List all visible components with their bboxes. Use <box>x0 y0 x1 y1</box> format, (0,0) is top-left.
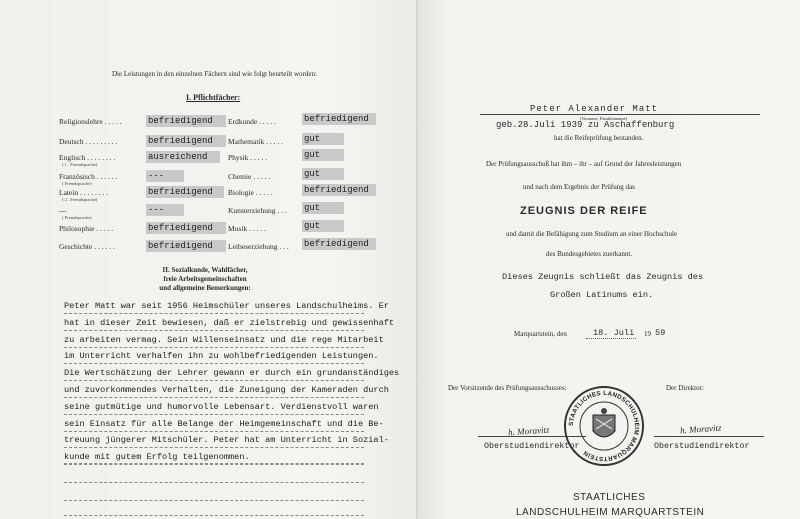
latinum-line2: Großen Latinums ein. <box>550 290 654 300</box>
subject-label: Leibeserziehung . . . <box>228 242 289 251</box>
subject-label: Musik . . . . . <box>228 224 266 233</box>
subject-label: Geschichte . . . . . . <box>59 242 115 251</box>
remark-underline <box>64 464 364 465</box>
section2-line1: II. Sozialkunde, Wahlfächer, <box>162 266 248 274</box>
remark-underline <box>64 414 364 415</box>
subject-grade: befriedigend <box>146 222 226 234</box>
subject-grade: gut <box>302 133 344 145</box>
qualification-line2: des Bundesgebietes zuerkannt. <box>546 250 633 258</box>
director-title: Oberstudiendirektor <box>654 441 750 451</box>
subject-note: ( 2 . Fremdsprache) <box>62 197 98 202</box>
subject-label: Religionslehre . . . . . <box>59 117 122 126</box>
year-prefix: 19 <box>644 330 651 338</box>
blank-line <box>64 500 364 501</box>
chair-label: Der Vorsitzende des Prüfungsausschusses: <box>448 384 567 392</box>
certificate-title: ZEUGNIS DER REIFE <box>520 205 648 217</box>
remark-line: Peter Matt war seit 1956 Heimschüler unseres Landschulheims. Er <box>64 301 389 311</box>
passed-text: hat die Reifeprüfung bestanden. <box>554 134 644 142</box>
subject-grade: befriedigend <box>146 115 226 127</box>
svg-text:STAATLICHES LANDSCHULHEIM MARQ: STAATLICHES LANDSCHULHEIM MARQUARTSTEIN <box>567 389 641 463</box>
footer-line2: LANDSCHULHEIM MARQUARTSTEIN <box>516 507 705 518</box>
subject-label: Französisch . . . . . . <box>59 172 118 181</box>
subject-label: Physik . . . . . <box>228 153 268 162</box>
right-page <box>418 0 800 519</box>
subject-grade: gut <box>302 168 344 180</box>
remark-line: zu arbeiten vermag. Sein Willenseinsatz und die rege Mitarbeit <box>64 334 384 345</box>
subject-grade: gut <box>302 202 344 214</box>
subject-label: Mathematik . . . . . <box>228 137 283 146</box>
subject-note: ( Fremdsprache) <box>62 215 92 220</box>
blank-line <box>64 482 364 483</box>
subject-label: Latein . . . . . . . . <box>59 188 109 197</box>
committee-line2: und nach dem Ergebnis der Prüfung das <box>523 183 635 191</box>
remark-underline <box>64 431 364 432</box>
latinum-line1: Dieses Zeugnis schließt das Zeugnis des <box>502 272 704 282</box>
subject-grade: befriedigend <box>146 240 226 252</box>
subject-note: ( 1 . Fremdsprache) <box>62 162 98 167</box>
subject-grade: --- <box>146 204 184 216</box>
subject-label: Kunsterziehung . . . <box>228 206 287 215</box>
subject-label: Erdkunde . . . . . <box>228 117 276 126</box>
remark-line: kunde mit gutem Erfolg teilgenommen. <box>64 452 250 463</box>
subject-grade: befriedigend <box>302 238 376 250</box>
section2-line2: freie Arbeitsgemeinschaften <box>163 275 247 283</box>
subject-grade: --- <box>146 170 184 182</box>
intro-text: Die Leistungen in den einzelnen Fächern sind wie folgt beurteilt worden: <box>112 70 317 78</box>
committee-line: Der Prüfungsausschuß hat ihm – ihr – auf Grund der Jahresleistungen <box>486 160 682 168</box>
remark-underline <box>64 347 364 348</box>
name-caption: (Vorname, Familienname) <box>580 116 628 121</box>
remark-underline <box>64 397 364 398</box>
subject-label: Biologie . . . . . <box>228 188 273 197</box>
subject-grade: befriedigend <box>302 113 376 125</box>
footer-line1: STAATLICHES <box>573 492 646 503</box>
remark-line: Die Wertschätzung der Lehrer gewann er durch ein grundanständiges <box>64 368 400 379</box>
chair-title: Oberstudiendirektor <box>484 441 580 451</box>
official-seal-icon <box>563 385 645 467</box>
remark-underline <box>64 330 364 331</box>
date-day: 18. Juli <box>593 328 635 338</box>
subject-grade: ausreichend <box>146 151 220 163</box>
remark-underline <box>64 363 364 364</box>
date-dots <box>586 338 636 339</box>
remark-line: und zuvorkommendes Verhalten, die Zuneigung der Kameraden durch <box>64 385 389 395</box>
remark-line: treuung jüngerer Mitschüler. Peter hat am Unterricht in Sozial- <box>64 435 389 446</box>
subject-grade: gut <box>302 149 344 161</box>
signature-director: h. Moravitz <box>679 422 722 436</box>
place-label: Marquartstein, den <box>514 330 567 338</box>
signature-chair: h. Moravitz <box>507 424 550 438</box>
date-year: 59 <box>655 328 666 338</box>
section1-title: I. Pflichtfächer: <box>186 93 241 102</box>
remark-underline <box>64 313 364 314</box>
blank-line <box>64 463 364 464</box>
remark-underline <box>64 380 364 381</box>
section2-title <box>100 266 310 293</box>
remark-line: seine gutmütige und humorvolle Lebensart. Verdienstvoll waren <box>64 401 379 412</box>
blank-line <box>64 515 364 516</box>
subject-note: ( Fremdsprache) <box>62 181 92 186</box>
director-label: Der Direktor: <box>666 384 704 392</box>
signature-line-director <box>654 436 764 437</box>
remark-line: sein Einsatz für alle Belange der Heimgemeinschaft und die Be- <box>64 418 384 429</box>
subject-grade: befriedigend <box>302 184 376 196</box>
remark-line: hat in dieser Zeit bewiesen, daß er zielstrebig und gewissenhaft <box>64 317 395 328</box>
birth-line: geb.28.Juli 1939 zu Aschaffenburg <box>496 120 675 130</box>
subject-label: --- <box>59 206 67 215</box>
subject-grade: befriedigend <box>146 186 224 198</box>
remark-line: im Unterricht verhalfen ihn zu wohlbefriedigenden Leistungen. <box>64 351 379 362</box>
remark-underline <box>64 447 364 448</box>
qualification-line1: und damit die Befähigung zum Studium an einer Hochschule <box>506 230 678 238</box>
subject-label: Chemie . . . . . <box>228 172 271 181</box>
subject-label: Deutsch . . . . . . . . . <box>59 137 118 146</box>
section2-line3: und allgemeine Bemerkungen: <box>159 284 251 292</box>
subject-label: Englisch . . . . . . . . <box>59 153 116 162</box>
subject-grade: gut <box>302 220 344 232</box>
subject-grade: befriedigend <box>146 135 226 147</box>
name-underline <box>480 114 760 115</box>
student-name: Peter Alexander Matt <box>530 104 659 114</box>
subject-label: Philosophie . . . . . <box>59 224 114 233</box>
